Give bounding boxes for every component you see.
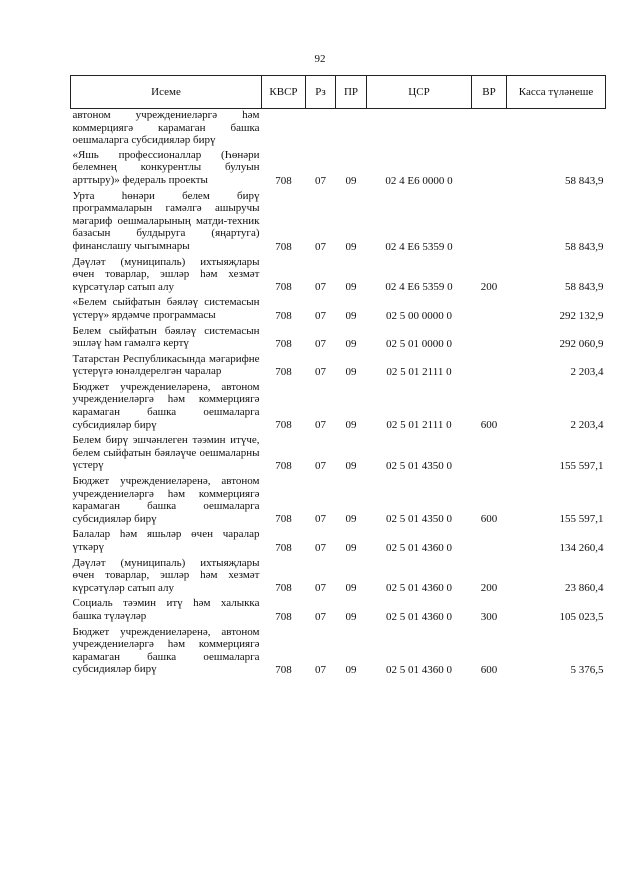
row-amount: 2 203,4: [570, 365, 604, 378]
row-amount: 58 843,9: [565, 174, 604, 187]
row-rz: 07: [315, 281, 326, 294]
row-amount: 2 203,4: [570, 419, 604, 432]
row-rz: 07: [315, 309, 326, 322]
row-kvsr: 708: [275, 419, 292, 432]
row-rz: 07: [315, 240, 326, 253]
row-kvsr: 708: [275, 610, 292, 623]
row-kvsr: 708: [275, 309, 292, 322]
row-kvsr: 708: [275, 460, 292, 473]
row-vr: 200: [480, 281, 498, 294]
row-rz: 07: [315, 541, 326, 554]
table-row: [71, 353, 606, 381]
row-name: Бюджет учреждениеләренә, автоном учреждениеләргә һәм коммерциягә карамаган башка оешмаларга субсидияләр бирү: [72, 380, 260, 431]
row-vr: 600: [480, 419, 498, 432]
row-pr: 09: [345, 460, 357, 473]
row-csr: 02 4 E6 0000 0: [385, 174, 453, 187]
row-rz: 07: [315, 513, 326, 526]
row-name: Урта һөнәри белем бирү программаларын гамәлгә ашыручы мәгариф оешмаларының матди-техник базасын булдыруга (яңартуга) финанслашу чыгымнары: [72, 189, 260, 252]
row-amount: 23 860,4: [565, 582, 604, 595]
row-name: «Белем сыйфатын бәяләү системасын үстерү» ярдәмче программасы: [72, 296, 260, 321]
row-vr: [472, 296, 507, 324]
table-row: [71, 381, 606, 434]
row-name: автоном учреждениеләргә һәм коммерциягә карамаган башка оешмаларга субсидияләр бирү: [72, 109, 260, 147]
row-amount: 134 260,4: [559, 541, 604, 554]
row-pr: 09: [345, 419, 357, 432]
row-pr: 09: [345, 240, 357, 253]
row-csr: 02 5 01 4360 0: [386, 610, 452, 623]
row-pr: 09: [345, 309, 357, 322]
row-kvsr: 708: [275, 365, 292, 378]
header-name: Исеме: [71, 76, 262, 109]
row-kvsr: 708: [275, 541, 292, 554]
row-name: Социаль тәэмин итү һәм халыкка башка түләүләр: [72, 597, 260, 622]
row-amount: 5 376,5: [570, 663, 604, 676]
row-amount: 58 843,9: [565, 240, 604, 253]
header-pr: ПР: [336, 76, 367, 109]
row-pr: 09: [345, 582, 357, 595]
row-rz: 07: [315, 582, 326, 595]
row-amount: 58 843,9: [565, 281, 604, 294]
row-amount: [507, 109, 606, 149]
row-csr: 02 5 01 2111 0: [386, 419, 452, 432]
row-vr: 600: [480, 513, 498, 526]
table-row: [71, 190, 606, 256]
row-kvsr: 708: [275, 281, 292, 294]
row-kvsr: [262, 109, 306, 149]
row-name: Балалар һәм яшьләр өчен чаралар үткәрү: [72, 528, 260, 553]
row-csr: 02 4 E6 5359 0: [385, 240, 453, 253]
row-rz: 07: [315, 365, 326, 378]
row-pr: [336, 109, 367, 149]
row-csr: 02 5 01 4360 0: [386, 541, 452, 554]
row-rz: 07: [315, 174, 326, 187]
row-vr: [472, 325, 507, 353]
row-vr: [472, 434, 507, 475]
row-rz: 07: [315, 663, 326, 676]
row-vr: [472, 353, 507, 381]
row-kvsr: 708: [275, 174, 292, 187]
row-csr: 02 4 E6 5359 0: [385, 281, 453, 294]
budget-table: [70, 75, 606, 679]
row-csr: 02 5 01 2111 0: [386, 365, 452, 378]
row-csr: 02 5 00 0000 0: [386, 309, 452, 322]
header-rz: Рз: [306, 76, 336, 109]
row-csr: 02 5 01 4360 0: [386, 663, 452, 676]
row-rz: 07: [315, 610, 326, 623]
row-kvsr: 708: [275, 240, 292, 253]
row-pr: 09: [345, 365, 357, 378]
row-rz: 07: [315, 460, 326, 473]
table-row: [71, 109, 606, 149]
row-name: Белем сыйфатын бәяләү системасын эшләү һәм гамәлгә кертү: [72, 324, 260, 350]
header-kassa: Касса түләнеше: [507, 76, 606, 109]
row-csr: 02 5 01 4360 0: [386, 582, 452, 595]
table-row: [71, 256, 606, 297]
table-row: [71, 296, 606, 324]
row-vr: 300: [480, 610, 498, 623]
row-vr: 200: [480, 582, 498, 595]
table-row: [71, 475, 606, 528]
row-amount: 155 597,1: [559, 460, 604, 473]
header-kvsr: КВСР: [262, 76, 306, 109]
row-name: Белем бирү эшчәнлеген тәэмин итүче, белем сыйфатын бәяләүче оешмаларны үстерү: [72, 434, 260, 472]
row-rz: [306, 109, 336, 149]
row-pr: 09: [345, 174, 357, 187]
row-csr: 02 5 01 4350 0: [386, 513, 452, 526]
table-row: [71, 325, 606, 353]
row-vr: 600: [480, 663, 498, 676]
row-pr: 09: [345, 513, 357, 526]
row-name: Дәүләт (муниципаль) ихтыяҗлары өчен товарлар, эшләр һәм хезмәт күрсәтүләр сатып алу: [72, 255, 260, 293]
row-name: «Яшь профессионаллар (Һөнәри белемнең конкурентлы булуын арттыру)» федераль проекты: [72, 148, 260, 186]
row-csr: 02 5 01 0000 0: [386, 337, 452, 350]
row-rz: 07: [315, 419, 326, 432]
row-name: Бюджет учреждениеләренә, автоном учреждениеләргә һәм коммерциягә карамаган башка оешмаларга субсидияләр бирү: [72, 625, 260, 676]
row-amount: 292 060,9: [559, 337, 604, 350]
page-number: 92: [314, 53, 326, 65]
table-row: [71, 557, 606, 598]
header-csr: ЦСР: [367, 76, 472, 109]
row-kvsr: 708: [275, 582, 292, 595]
row-pr: 09: [345, 281, 357, 294]
row-amount: 155 597,1: [559, 513, 604, 526]
row-kvsr: 708: [275, 337, 292, 350]
row-vr: [472, 149, 507, 190]
row-kvsr: 708: [275, 513, 292, 526]
table-row: [71, 528, 606, 556]
table-row: [71, 597, 606, 625]
row-pr: 09: [345, 663, 357, 676]
row-kvsr: 708: [275, 663, 292, 676]
row-vr: [472, 528, 507, 556]
row-pr: 09: [345, 610, 357, 623]
row-vr: [472, 109, 507, 149]
row-name: Дәүләт (муниципаль) ихтыяҗлары өчен товарлар, эшләр һәм хезмәт күрсәтүләр сатып алу: [72, 556, 260, 594]
row-csr: 02 5 01 4350 0: [386, 460, 452, 473]
row-rz: 07: [315, 337, 326, 350]
table-row: [71, 149, 606, 190]
table-row: [71, 626, 606, 679]
table-body: [71, 109, 606, 679]
row-name: Бюджет учреждениеләренә, автоном учреждениеләргә һәм коммерциягә карамаган башка оешмаларга субсидияләр бирү: [72, 475, 260, 525]
table-row: [71, 434, 606, 475]
row-csr: [367, 109, 472, 149]
row-name: Татарстан Республикасында мәгарифне үстерүгә юнәлдерелгән чаралар: [72, 352, 260, 378]
row-vr: [472, 190, 507, 256]
row-amount: 292 132,9: [559, 309, 604, 322]
table-header-row: [71, 76, 606, 109]
row-pr: 09: [345, 541, 357, 554]
row-amount: 105 023,5: [559, 610, 604, 623]
row-pr: 09: [345, 337, 357, 350]
header-vr: ВР: [472, 76, 507, 109]
